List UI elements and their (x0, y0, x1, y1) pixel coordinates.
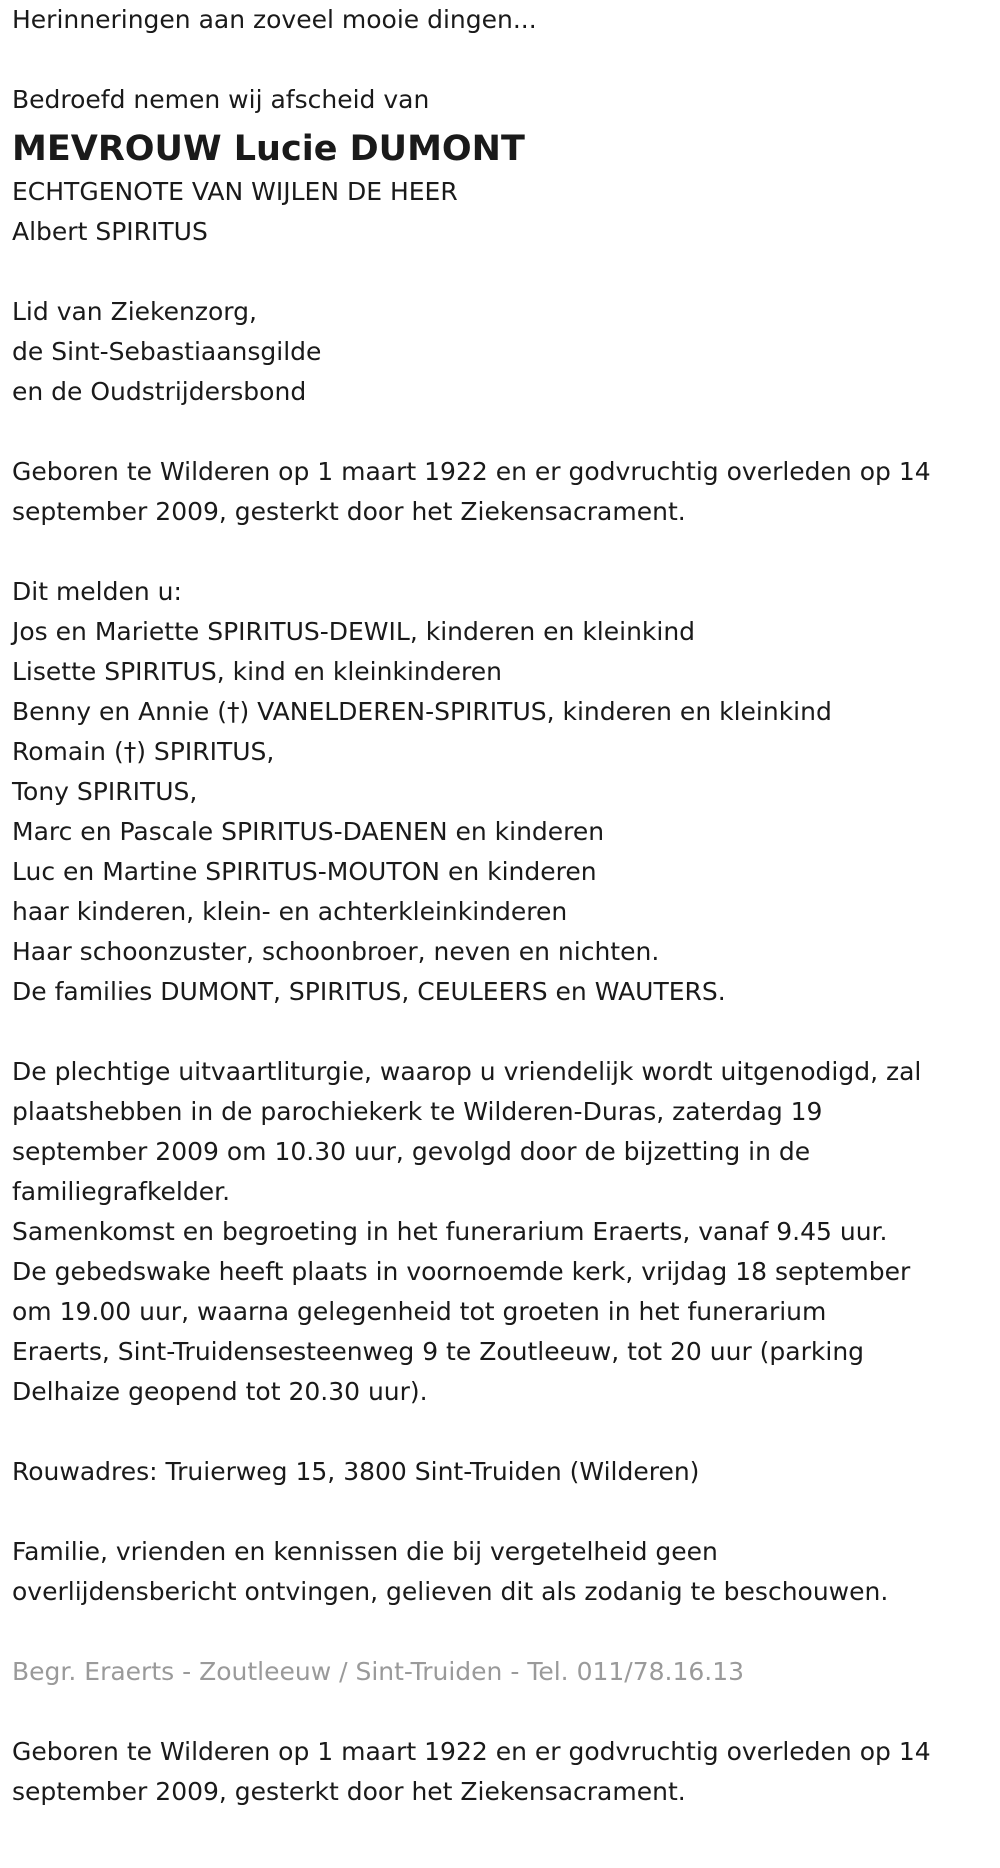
spouse-name: Albert SPIRITUS (12, 217, 208, 246)
announcer-line: Marc en Pascale SPIRITUS-DAENEN en kinderen (12, 817, 605, 846)
announcer-line: haar kinderen, klein- en achterkleinkinderen (12, 897, 568, 926)
ceremony-line: De gebedswake heeft plaats in voornoemde kerk, vrijdag 18 september (12, 1257, 911, 1286)
spacer (12, 40, 988, 80)
deceased-name: MEVROUW Lucie DUMONT (12, 129, 525, 169)
funeral-home-credit: Begr. Eraerts - Zoutleeuw / Sint-Truiden - Tel. 011/78.16.13 (12, 1657, 745, 1686)
birth-death-line: Geboren te Wilderen op 1 maart 1922 en er godvruchtig overleden op 14 (12, 457, 931, 486)
announcer-line: Luc en Martine SPIRITUS-MOUTON en kinderen (12, 857, 597, 886)
ceremony-line: Eraerts, Sint-Truidensesteenweg 9 te Zoutleeuw, tot 20 uur (parking (12, 1337, 865, 1366)
ceremony-section (12, 1052, 988, 1412)
birth-death-repeat-section (12, 1732, 988, 1812)
announcers-heading: Dit melden u: (12, 577, 182, 606)
announcer-line: De families DUMONT, SPIRITUS, CEULEERS en WAUTERS. (12, 977, 726, 1006)
ceremony-line: Delhaize geopend tot 20.30 uur). (12, 1377, 428, 1406)
membership-line: en de Oudstrijdersbond (12, 377, 307, 406)
spouse-title: ECHTGENOTE VAN WIJLEN DE HEER (12, 177, 458, 206)
mourning-address: Rouwadres: Truierweg 15, 3800 Sint-Truiden (Wilderen) (12, 1457, 700, 1486)
intro-farewell: Bedroefd nemen wij afscheid van (12, 85, 430, 114)
ceremony-line: De plechtige uitvaartliturgie, waarop u vriendelijk wordt uitgenodigd, zal (12, 1057, 922, 1086)
intro-section (12, 0, 988, 120)
spacer (12, 1692, 988, 1732)
announcer-line: Jos en Mariette SPIRITUS-DEWIL, kinderen en kleinkind (12, 617, 696, 646)
spacer (12, 412, 988, 452)
birth-death-line: Geboren te Wilderen op 1 maart 1922 en er godvruchtig overleden op 14 (12, 1737, 931, 1766)
ceremony-line: Samenkomst en begroeting in het funerarium Eraerts, vanaf 9.45 uur. (12, 1217, 888, 1246)
announcers-section (12, 572, 988, 1012)
memberships-section (12, 292, 988, 412)
ceremony-line: om 19.00 uur, waarna gelegenheid tot groeten in het funerarium (12, 1297, 827, 1326)
notice-line: overlijdensbericht ontvingen, gelieven dit als zodanig te beschouwen. (12, 1577, 889, 1606)
deceased-section (12, 126, 988, 252)
announcer-line: Benny en Annie (†) VANELDEREN-SPIRITUS, kinderen en kleinkind (12, 697, 832, 726)
ceremony-line: september 2009 om 10.30 uur, gevolgd door de bijzetting in de (12, 1137, 811, 1166)
announcer-line: Tony SPIRITUS, (12, 777, 198, 806)
announcer-line: Romain (†) SPIRITUS, (12, 737, 275, 766)
address-section (12, 1452, 988, 1492)
membership-line: Lid van Ziekenzorg, (12, 297, 257, 326)
birth-death-line: september 2009, gesterkt door het Ziekensacrament. (12, 497, 686, 526)
spacer (12, 1612, 988, 1652)
announcer-line: Lisette SPIRITUS, kind en kleinkinderen (12, 657, 502, 686)
intro-line: Herinneringen aan zoveel mooie dingen... (12, 5, 537, 34)
membership-line: de Sint-Sebastiaansgilde (12, 337, 322, 366)
spacer (12, 532, 988, 572)
funeral-home-section (12, 1652, 988, 1692)
birth-death-section (12, 452, 988, 532)
spacer (12, 1012, 988, 1052)
spacer (12, 252, 988, 292)
notice-line: Familie, vrienden en kennissen die bij vergetelheid geen (12, 1537, 718, 1566)
birth-death-line: september 2009, gesterkt door het Ziekensacrament. (12, 1777, 686, 1806)
announcer-line: Haar schoonzuster, schoonbroer, neven en nichten. (12, 937, 660, 966)
notice-section (12, 1532, 988, 1612)
spacer (12, 1492, 988, 1532)
ceremony-line: familiegrafkelder. (12, 1177, 231, 1206)
ceremony-line: plaatshebben in de parochiekerk te Wilderen-Duras, zaterdag 19 (12, 1097, 823, 1126)
spacer (12, 1412, 988, 1452)
